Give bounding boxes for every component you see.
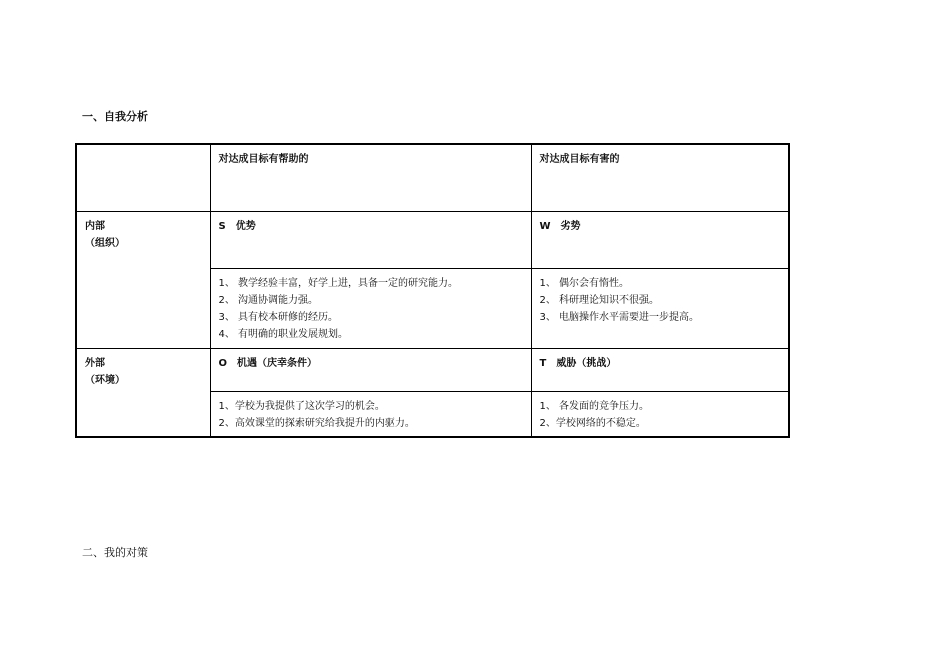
header-row bbox=[76, 144, 789, 211]
list-item: 3、 具有校本研修的经历。 bbox=[218, 311, 339, 323]
list-item: 1、 偶尔会有惰性。 bbox=[539, 277, 630, 289]
threats-list bbox=[531, 391, 789, 437]
opportunities-title: O 机遇（庆幸条件） bbox=[218, 357, 318, 369]
external-sublabel: （环境） bbox=[85, 374, 125, 386]
list-item: 3、 电脑操作水平需要进一步提高。 bbox=[539, 311, 700, 323]
list-item: 2、高效课堂的探索研究给我提升的内驱力。 bbox=[218, 417, 415, 429]
section-title-my-strategy: 二、我的对策 bbox=[82, 546, 148, 559]
weaknesses-title-cell bbox=[531, 211, 789, 268]
internal-label: 内部 bbox=[85, 220, 105, 232]
threats-title: T 威胁（挑战） bbox=[539, 357, 617, 369]
list-item: 1、学校为我提供了这次学习的机会。 bbox=[218, 400, 385, 412]
empty-corner-cell bbox=[76, 144, 210, 211]
strengths-title-cell bbox=[210, 211, 531, 268]
list-item: 1、 各发面的竞争压力。 bbox=[539, 400, 650, 412]
harmful-header: 对达成目标有害的 bbox=[539, 154, 620, 165]
weaknesses-title: W 劣势 bbox=[539, 220, 581, 232]
external-label: 外部 bbox=[85, 357, 105, 369]
opportunities-list bbox=[210, 391, 531, 437]
external-label-cell bbox=[76, 348, 210, 437]
internal-sublabel: （组织） bbox=[85, 237, 125, 249]
strengths-title: S 优势 bbox=[218, 220, 256, 232]
list-item: 2、 沟通协调能力强。 bbox=[218, 294, 319, 306]
external-title-row bbox=[76, 348, 789, 391]
internal-label-cell bbox=[76, 211, 210, 348]
strengths-list bbox=[210, 268, 531, 348]
list-item: 2、 科研理论知识不很强。 bbox=[539, 294, 660, 306]
swot-table bbox=[75, 143, 790, 438]
helpful-header: 对达成目标有帮助的 bbox=[218, 154, 309, 165]
harmful-header-cell bbox=[531, 144, 789, 211]
section-title-self-analysis: 一、自我分析 bbox=[82, 110, 148, 123]
helpful-header-cell bbox=[210, 144, 531, 211]
threats-title-cell bbox=[531, 348, 789, 391]
list-item: 1、 教学经验丰富，好学上进，具备一定的研究能力。 bbox=[218, 277, 459, 289]
opportunities-title-cell bbox=[210, 348, 531, 391]
weaknesses-list bbox=[531, 268, 789, 348]
list-item: 4、 有明确的职业发展规划。 bbox=[218, 328, 349, 340]
internal-title-row bbox=[76, 211, 789, 268]
list-item: 2、学校网络的不稳定。 bbox=[539, 417, 646, 429]
